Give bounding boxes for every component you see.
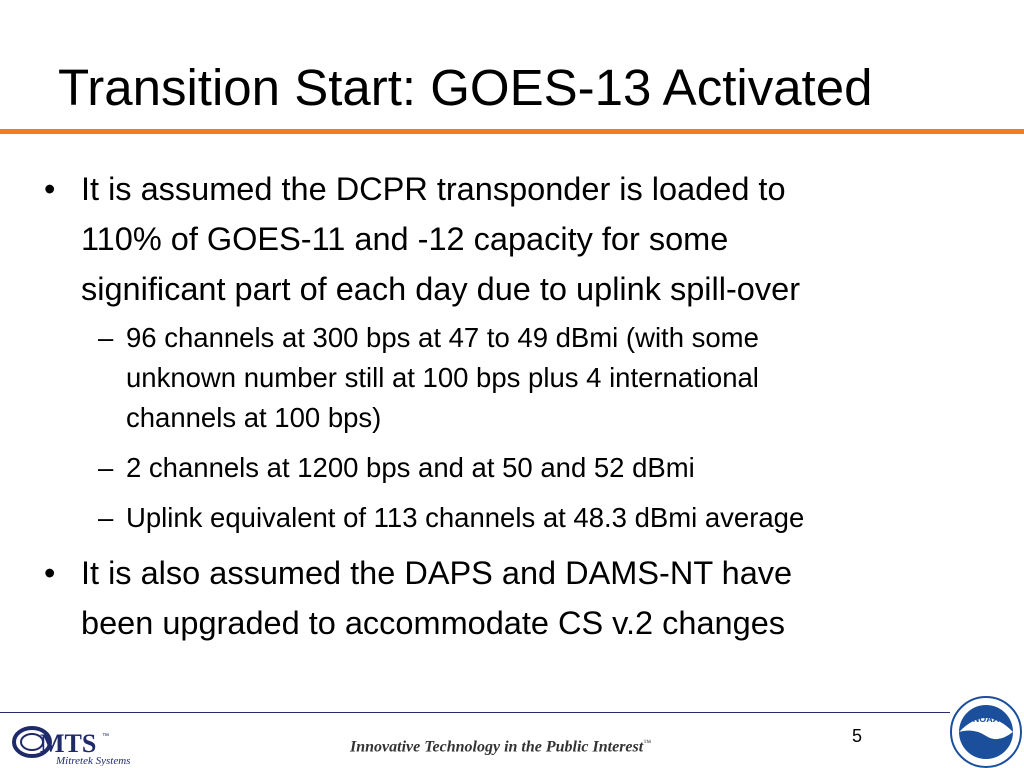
- tagline-trademark: ™: [643, 738, 652, 747]
- mts-logo-mark: ™: [102, 733, 109, 740]
- bullet-item: [44, 164, 981, 314]
- bullet-line: significant part of each day due to uplink spill-over: [81, 271, 801, 307]
- sub-bullet-item: [98, 318, 986, 438]
- dash-glyph: –: [98, 452, 114, 483]
- page-number: 5: [852, 726, 863, 746]
- bullet-line: 110% of GOES-11 and -12 capacity for some: [81, 221, 729, 257]
- sub-bullet-line: 96 channels at 300 bps at 47 to 49 dBmi (with some: [126, 322, 759, 353]
- title-divider: [0, 129, 1024, 134]
- noaa-logo-text: NOAA: [972, 714, 1000, 724]
- bullet-glyph: •: [44, 171, 56, 207]
- tagline-text: Innovative Technology in the Public Interest: [350, 738, 644, 756]
- dash-glyph: –: [98, 502, 114, 533]
- footer-tagline: [350, 738, 651, 756]
- dash-glyph: –: [98, 322, 114, 353]
- bullet-line: been upgraded to accommodate CS v.2 changes: [81, 605, 786, 641]
- bullet-line: It is assumed the DCPR transponder is loaded to: [81, 171, 786, 207]
- mts-logo-subtitle: Mitretek Systems: [56, 755, 131, 766]
- sub-bullet-line: unknown number still at 100 bps plus 4 international: [126, 362, 759, 393]
- sub-bullet-item: [98, 498, 986, 538]
- sub-bullet-text: Uplink equivalent of 113 channels at 48.3 dBmi average: [126, 502, 805, 533]
- mts-logo-text: MTS: [40, 729, 97, 758]
- footer-divider: [0, 712, 950, 713]
- bullet-glyph: •: [44, 555, 56, 591]
- bullet-item: [44, 548, 981, 648]
- slide-title: Transition Start: GOES-13 Activated: [58, 59, 873, 116]
- sub-bullet-text: 2 channels at 1200 bps and at 50 and 52 dBmi: [126, 452, 695, 483]
- sub-bullet-line: channels at 100 bps): [126, 402, 382, 433]
- mts-logo: [10, 720, 160, 766]
- noaa-logo: [946, 692, 1024, 768]
- sub-bullet-item: [98, 448, 986, 488]
- bullet-line: It is also assumed the DAPS and DAMS-NT have: [81, 555, 793, 591]
